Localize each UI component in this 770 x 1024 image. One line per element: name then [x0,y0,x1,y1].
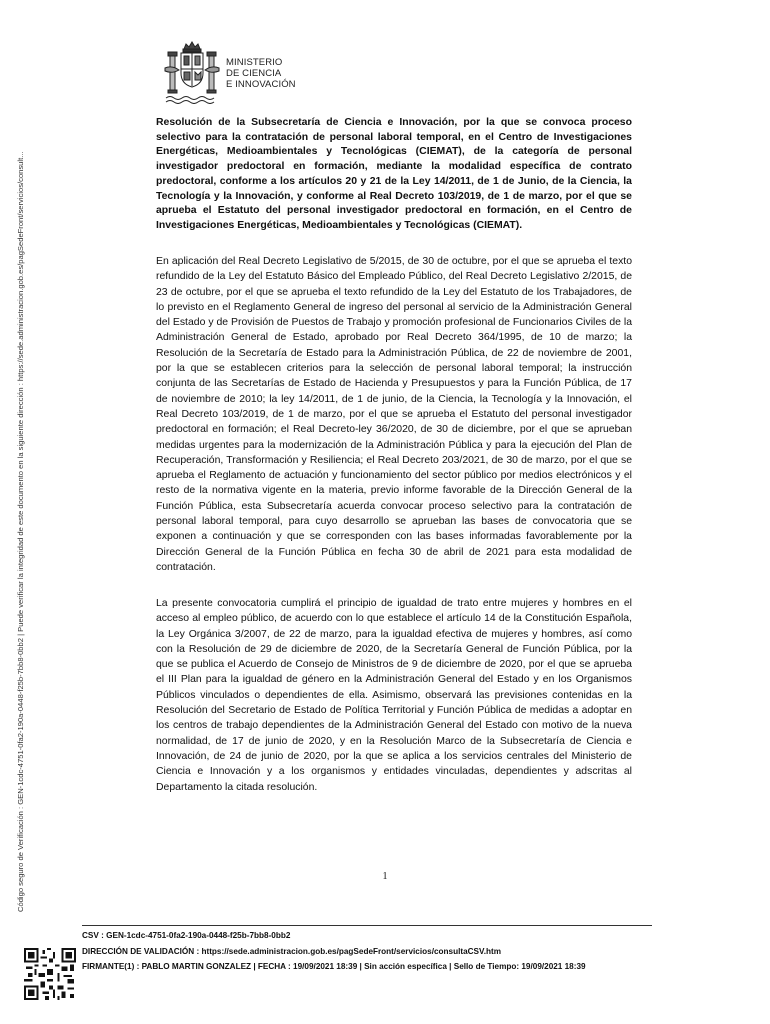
body-paragraph: En aplicación del Real Decreto Legislativo de 5/2015, de 30 de octubre, por el que se aprueba el texto refundido de la Ley del Estatuto Básico del Empleado Público, del Real Decreto Legislativo 2/2015, de 23 de octubre, por el que se aprueba el texto refundido de la Ley del Estatuto de los Trabajadores, de lo previsto en el Reglamento General de ingreso del personal al servicio de la Administración General del Estado y de Provisión de Puestos de Trabajo y promoción profesional de Funcionarios Civiles de la Administración General de Estado, aprobado por Real Decreto 364/1995, de 10 de marzo; la Resolución de la Secretaría de Estado para la Administración Pública, de 22 de noviembre de 2001, por la que se establecen criterios para la selección de personal laboral temporal; la instrucción conjunta de las Secretarías de Estado de Hacienda y Presupuestos y para la Función Pública, de 17 de noviembre de 2010; la ley 14/2011, de 1 de junio, de la Ciencia, la Tecnología y la Innovación, el Real Decreto 103/2019, de 1 de marzo, por el que se aprueba el Estatuto del personal investigador predoctoral en formación; el Real Decreto-ley 36/2020, de 30 de diciembre, por el que se aprueban medidas urgentes para la modernización de la Administración Pública y para la ejecución del Plan de Recuperación, Transformación y Resiliencia; el Real Decreto 203/2021, de 30 de marzo, por el que se aprueba el Reglamento de actuación y funcionamiento del sector público por medios electrónicos y el resto de la normativa vigente en la materia, previo informe favorable de la Dirección General de la Función Pública, esta Subsecretaría acuerda convocar proceso selectivo para la contratación de personal laboral temporal, para cuyo desarrollo se aprueban las bases de convocatoria que se exponen a continuación y que se corresponden con las bases informadas favorablemente por la Dirección General de la Función Pública en fecha 30 de abril de 2021 para esta modalidad de contratación. [156,256,632,573]
page-number: 1 [382,871,388,882]
signer-info: FIRMANTE(1) : PABLO MARTIN GONZALEZ | FECHA : 19/09/2021 18:39 | Sin acción específica | Sello de Tiempo: 19/09/2021 18:39 [82,962,586,971]
coat-of-arms-icon [162,40,222,104]
document-title: Resolución de la Subsecretaría de Ciencia e Innovación, por la que se convoca proceso selectivo para la contratación de personal laboral temporal, en el Centro de Investigaciones Energéticas, Medioambientales y Tecnológicas (CIEMAT), de la categoría de personal investigador predoctoral en formación, mediante la modalidad específica de contrato predoctoral, conforme a los artículos 20 y 21 de la Ley 14/2011, de 1 de Junio, de la Ciencia, la Tecnología y la Innovación, y conforme al Real Decreto 103/2019, de 1 de marzo, por el que se aprueba el Estatuto del personal investigador predoctoral en formación, en el Centro de Investigaciones Energéticas, Medioambientales y Tecnológicas (CIEMAT). [156,117,632,231]
verification-side-note: Código seguro de Verificación : GEN-1cdc-4751-0fa2-190a-0448-f25b-7bb8-0bb2 | Puede verificar la integridad de este documento en la siguiente dirección : https://sede.administracion.gob.es/pagSedeFront/servicios/consult... [16,151,25,912]
ministry-line: DE CIENCIA [226,68,282,79]
body-paragraph: La presente convocatoria cumplirá el principio de igualdad de trato entre mujeres y hombres en el acceso al empleo público, de acuerdo con lo que establece el artículo 14 de la Constitución Española, la Ley Orgánica 3/2007, de 22 de marzo, para la igualdad efectiva de mujeres y hombres, así como con la Resolución de 29 de diciembre de 2020, de la Secretaría General de Función Pública, por la que se publica el Acuerdo de Consejo de Ministros de 9 de diciembre de 2020, por el que se aprueba el III Plan para la igualdad de género en la Administración General del Estado y en los Organismos Públicos vinculados o dependientes de ella. Asimismo, observará las previsiones contenidas en la Resolución del Secretario de Estado de Política Territorial y Función Pública de medidas a adoptar en los centros de trabajo dependientes de la Administración General del Estado con motivo de la nueva normalidad, de 17 de junio de 2020, y en la Resolución Marco de la Subsecretaría de Ciencia e Innovación, de 24 de junio de 2020, por la que se aplica a los servicios centrales del Ministerio de Ciencia e Innovación y a los organismos y entidades vinculadas, dependientes y adscritas al Departamento la citada resolución. [156,598,632,793]
validation-url: DIRECCIÓN DE VALIDACIÓN : https://sede.administracion.gob.es/pagSedeFront/servicios/consultaCSV.htm [82,946,501,956]
qr-code-icon [24,948,76,1000]
signature-footer [82,928,586,975]
footer-divider [82,925,652,926]
ministry-name [226,57,296,90]
ministry-line: MINISTERIO [226,57,283,68]
ministry-line: E INNOVACIÓN [226,79,296,90]
csv-code: CSV : GEN-1cdc-4751-0fa2-190a-0448-f25b-7bb8-0bb2 [82,931,291,940]
